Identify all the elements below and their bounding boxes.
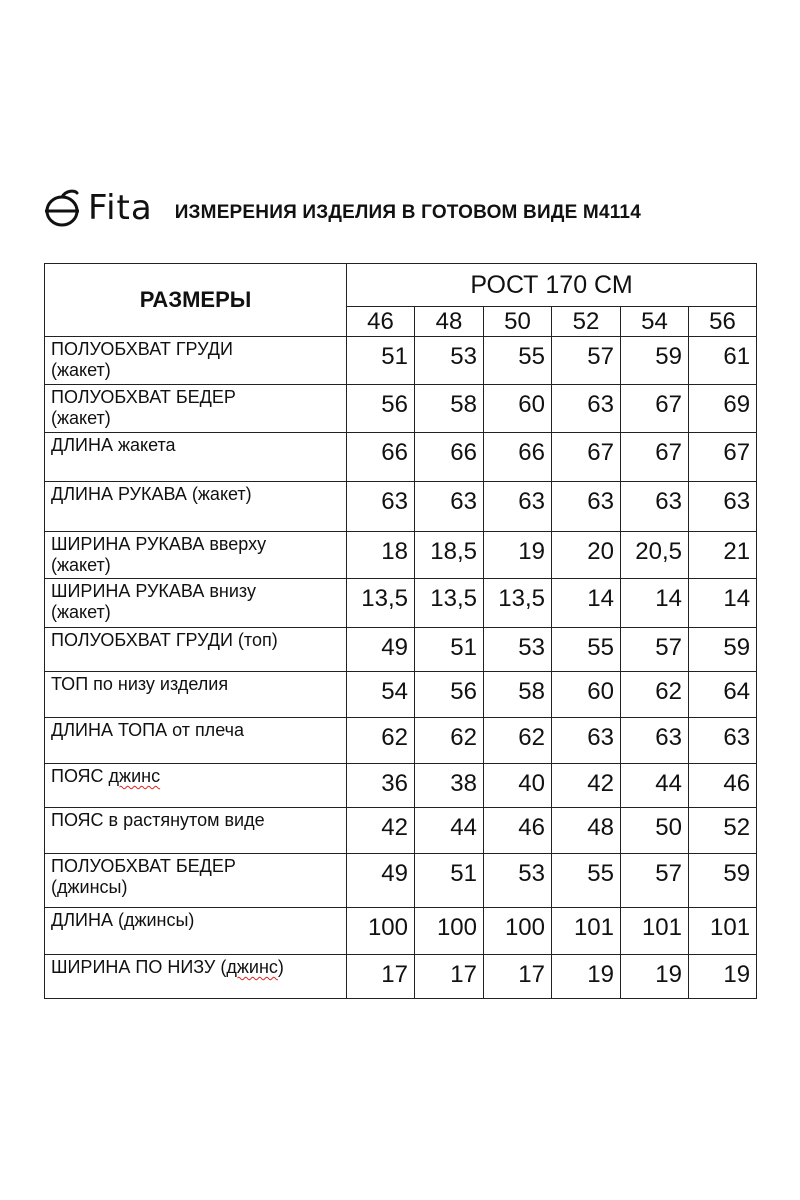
measurement-value: 57: [552, 337, 621, 385]
measurement-value: 42: [347, 808, 415, 854]
measurement-row: [45, 808, 757, 854]
measurement-value: 64: [689, 672, 757, 718]
measurement-value: 63: [689, 482, 757, 532]
measurement-value: 19: [484, 532, 552, 579]
measurement-row: [45, 385, 757, 433]
measurement-label: [45, 337, 347, 385]
measurement-value: 46: [484, 808, 552, 854]
measurement-value: 62: [415, 718, 484, 764]
measurement-label: [45, 433, 347, 482]
measurement-label-line: ПОЛУОБХВАТ ГРУДИ: [51, 339, 233, 359]
measurement-value: 60: [552, 672, 621, 718]
measurement-value: 101: [621, 908, 689, 955]
size-header: 56: [689, 307, 757, 337]
measurement-label-line: (жакет): [51, 408, 111, 428]
measurement-label: [45, 808, 347, 854]
measurement-row: [45, 672, 757, 718]
brand-name: Fita: [88, 188, 153, 228]
measurement-value: 60: [484, 385, 552, 433]
size-header: 50: [484, 307, 552, 337]
measurement-value: 18: [347, 532, 415, 579]
measurement-value: 55: [484, 337, 552, 385]
measurement-value: 19: [552, 955, 621, 999]
measurement-row: [45, 764, 757, 808]
measurement-value: 57: [621, 628, 689, 672]
size-table: [44, 263, 757, 999]
measurement-value: 53: [484, 854, 552, 908]
measurement-value: 19: [621, 955, 689, 999]
measurement-value: 66: [347, 433, 415, 482]
measurement-value: 51: [415, 628, 484, 672]
size-header: 52: [552, 307, 621, 337]
measurement-value: 38: [415, 764, 484, 808]
measurement-value: 66: [415, 433, 484, 482]
size-header: 48: [415, 307, 484, 337]
measurement-value: 100: [484, 908, 552, 955]
measurement-label-line: ПОЛУОБХВАТ БЕДЕР: [51, 387, 236, 407]
measurement-value: 67: [689, 433, 757, 482]
measurement-label-line: (джинсы): [51, 877, 128, 897]
measurement-value: 63: [484, 482, 552, 532]
measurement-value: 44: [621, 764, 689, 808]
measurement-value: 63: [415, 482, 484, 532]
measurement-value: 57: [621, 854, 689, 908]
measurement-value: 58: [484, 672, 552, 718]
measurement-value: 13,5: [415, 579, 484, 628]
measurement-value: 20: [552, 532, 621, 579]
measurement-value: 61: [689, 337, 757, 385]
measurement-value: 48: [552, 808, 621, 854]
measurement-value: 63: [552, 385, 621, 433]
measurement-value: 56: [347, 385, 415, 433]
measurement-value: 17: [415, 955, 484, 999]
measurement-label: [45, 579, 347, 628]
measurement-label: [45, 854, 347, 908]
measurement-value: 46: [689, 764, 757, 808]
measurement-label: [45, 718, 347, 764]
measurement-row: [45, 718, 757, 764]
measurement-value: 52: [689, 808, 757, 854]
measurement-value: 49: [347, 628, 415, 672]
document-title: ИЗМЕРЕНИЯ ИЗДЕЛИЯ В ГОТОВОМ ВИДЕ М4114: [174, 202, 641, 223]
size-header: 46: [347, 307, 415, 337]
document-header: [42, 188, 641, 228]
measurement-value: 67: [621, 385, 689, 433]
measurement-value: 66: [484, 433, 552, 482]
measurement-row: [45, 579, 757, 628]
measurement-label-line: ПОЯС джинс: [51, 766, 161, 786]
measurement-value: 36: [347, 764, 415, 808]
measurement-value: 62: [484, 718, 552, 764]
measurement-value: 63: [347, 482, 415, 532]
measurement-row: [45, 908, 757, 955]
measurement-label: [45, 628, 347, 672]
measurement-value: 67: [621, 433, 689, 482]
measurement-value: 56: [415, 672, 484, 718]
measurement-value: 58: [415, 385, 484, 433]
measurement-value: 101: [689, 908, 757, 955]
measurement-value: 14: [552, 579, 621, 628]
measurement-value: 100: [415, 908, 484, 955]
measurement-label-line: ДЛИНА жакета: [51, 435, 176, 455]
measurement-value: 63: [621, 482, 689, 532]
measurement-value: 63: [689, 718, 757, 764]
measurement-value: 17: [484, 955, 552, 999]
measurement-row: [45, 955, 757, 999]
measurement-value: 51: [415, 854, 484, 908]
measurement-value: 59: [689, 628, 757, 672]
measurement-label-line: ПОЯС в растянутом виде: [51, 810, 265, 830]
measurement-value: 54: [347, 672, 415, 718]
measurement-label-line: ПОЛУОБХВАТ БЕДЕР: [51, 856, 236, 876]
measurement-value: 13,5: [347, 579, 415, 628]
measurement-value: 17: [347, 955, 415, 999]
measurement-label-line: ШИРИНА РУКАВА внизу: [51, 581, 256, 601]
measurement-value: 51: [347, 337, 415, 385]
measurement-row: [45, 854, 757, 908]
measurement-rows: [45, 337, 757, 999]
measurement-row: [45, 433, 757, 482]
measurement-value: 59: [621, 337, 689, 385]
measurement-value: 18,5: [415, 532, 484, 579]
measurement-label-line: ДЛИНА РУКАВА (жакет): [51, 484, 252, 504]
measurement-label-line: (жакет): [51, 602, 111, 622]
measurement-label-line: (жакет): [51, 360, 111, 380]
fita-logo-icon: [42, 188, 82, 228]
measurement-label: [45, 532, 347, 579]
measurement-value: 101: [552, 908, 621, 955]
measurement-value: 63: [552, 482, 621, 532]
size-header: 54: [621, 307, 689, 337]
measurement-value: 53: [415, 337, 484, 385]
measurement-label: [45, 908, 347, 955]
measurement-value: 55: [552, 854, 621, 908]
measurement-value: 100: [347, 908, 415, 955]
height-header: РОСТ 170 СМ: [347, 264, 757, 307]
measurement-label: [45, 764, 347, 808]
sizes-header: РАЗМЕРЫ: [45, 264, 347, 337]
measurement-label-line: ТОП по низу изделия: [51, 674, 229, 694]
measurement-row: [45, 532, 757, 579]
measurement-label: [45, 955, 347, 999]
measurement-value: 40: [484, 764, 552, 808]
measurement-value: 62: [621, 672, 689, 718]
measurement-value: 13,5: [484, 579, 552, 628]
measurement-label-line: ШИРИНА ПО НИЗУ (джинс): [51, 957, 284, 977]
measurement-value: 20,5: [621, 532, 689, 579]
measurement-label: [45, 482, 347, 532]
measurement-value: 59: [689, 854, 757, 908]
measurement-row: [45, 628, 757, 672]
measurement-value: 19: [689, 955, 757, 999]
measurement-value: 67: [552, 433, 621, 482]
measurement-value: 14: [621, 579, 689, 628]
measurement-value: 44: [415, 808, 484, 854]
measurement-label: [45, 672, 347, 718]
measurement-value: 21: [689, 532, 757, 579]
measurement-label-line: ДЛИНА (джинсы): [51, 910, 195, 930]
measurement-label-line: ПОЛУОБХВАТ ГРУДИ (топ): [51, 630, 278, 650]
measurement-value: 42: [552, 764, 621, 808]
measurement-row: [45, 482, 757, 532]
measurement-value: 55: [552, 628, 621, 672]
brand-logo: [42, 188, 153, 228]
measurement-value: 69: [689, 385, 757, 433]
measurement-label-line: (жакет): [51, 555, 111, 575]
measurement-label-line: ШИРИНА РУКАВА вверху: [51, 534, 267, 554]
measurement-value: 63: [552, 718, 621, 764]
measurement-value: 62: [347, 718, 415, 764]
measurement-label-line: ДЛИНА ТОПА от плеча: [51, 720, 244, 740]
measurement-value: 50: [621, 808, 689, 854]
measurement-label: [45, 385, 347, 433]
measurement-row: [45, 337, 757, 385]
measurement-value: 53: [484, 628, 552, 672]
measurement-value: 49: [347, 854, 415, 908]
measurement-value: 14: [689, 579, 757, 628]
measurement-value: 63: [621, 718, 689, 764]
